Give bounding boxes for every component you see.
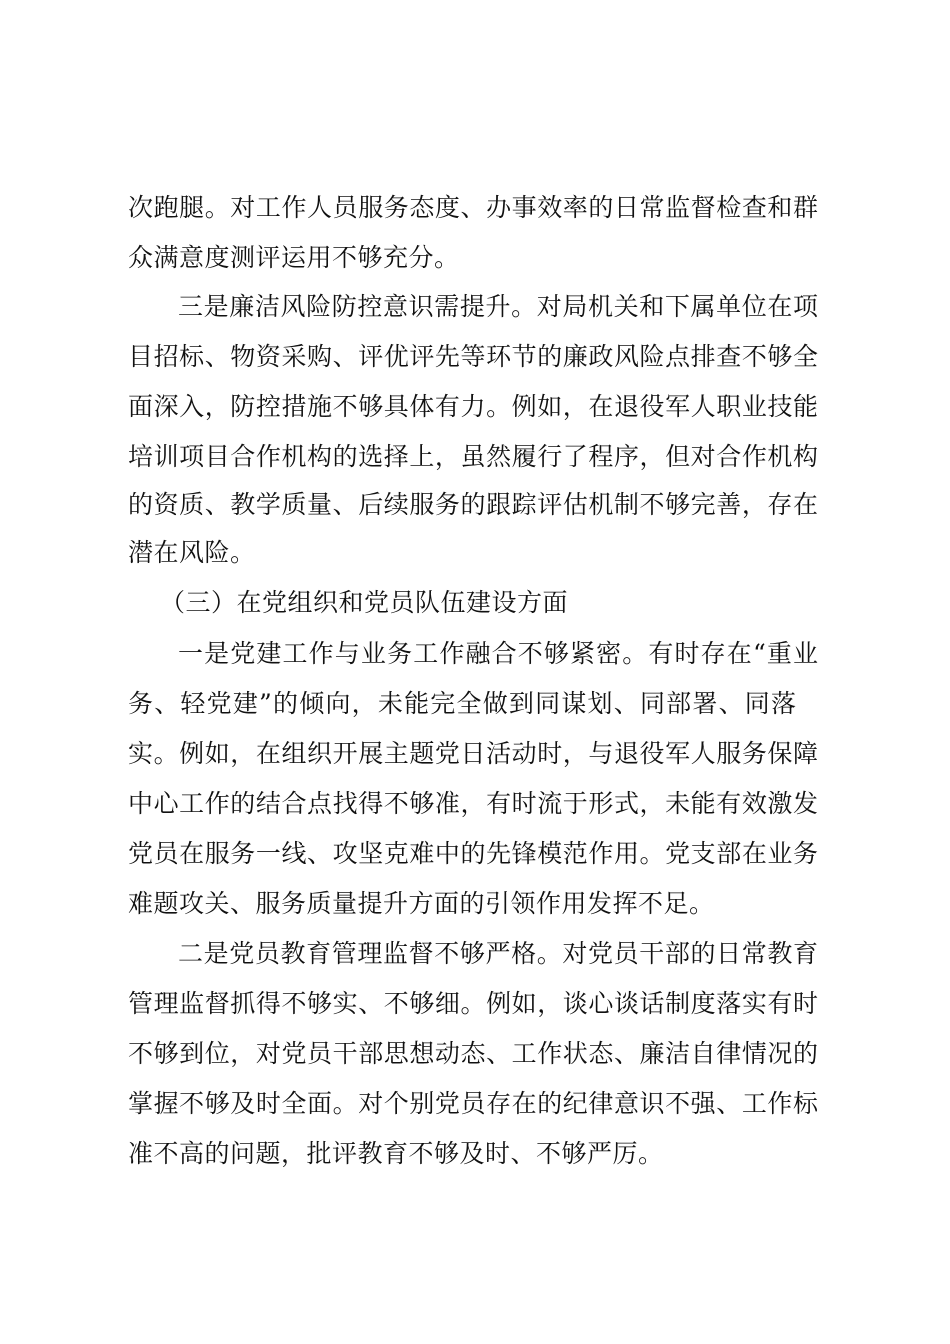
text-line: 党员在服务一线、攻坚克难中的先锋模范作用。党支部在业务 <box>128 839 818 868</box>
text-line: 实。例如，在组织开展主题党日活动时，与退役军人服务保障 <box>128 739 818 768</box>
text-line: 的资质、教学质量、后续服务的跟踪评估机制不够完善，存在 <box>128 490 818 519</box>
text-line: 潜在风险。 <box>128 538 256 567</box>
text-line: 培训项目合作机构的选择上，虽然履行了程序，但对合作机构 <box>128 442 818 471</box>
paragraph-start-line: 一是党建工作与业务工作融合不够紧密。有时存在“重业 <box>178 639 818 668</box>
text-line: 目招标、物资采购、评优评先等环节的廉政风险点排查不够全 <box>128 342 818 371</box>
text-line: 管理监督抓得不够实、不够细。例如，谈心谈话制度落实有时 <box>128 989 818 1018</box>
text-line: 务、轻党建”的倾向，未能完全做到同谋划、同部署、同落 <box>128 689 796 718</box>
text-line: 次跑腿。对工作人员服务态度、办事效率的日常监督检查和群 <box>128 193 818 222</box>
text-line: 中心工作的结合点找得不够准，有时流于形式，未能有效激发 <box>128 789 818 818</box>
section-heading: （三）在党组织和党员队伍建设方面 <box>160 588 569 617</box>
text-line: 准不高的问题，批评教育不够及时、不够严厉。 <box>128 1139 664 1168</box>
paragraph-start-line: 二是党员教育管理监督不够严格。对党员干部的日常教育 <box>178 939 818 968</box>
text-line: 众满意度测评运用不够充分。 <box>128 243 460 272</box>
text-line: 掌握不够及时全面。对个别党员存在的纪律意识不强、工作标 <box>128 1089 818 1118</box>
text-line: 面深入，防控措施不够具体有力。例如，在退役军人职业技能 <box>128 392 818 421</box>
text-line: 不够到位，对党员干部思想动态、工作状态、廉洁自律情况的 <box>128 1039 818 1068</box>
text-line: 难题攻关、服务质量提升方面的引领作用发挥不足。 <box>128 889 715 918</box>
paragraph-start-line: 三是廉洁风险防控意识需提升。对局机关和下属单位在项 <box>178 292 818 321</box>
